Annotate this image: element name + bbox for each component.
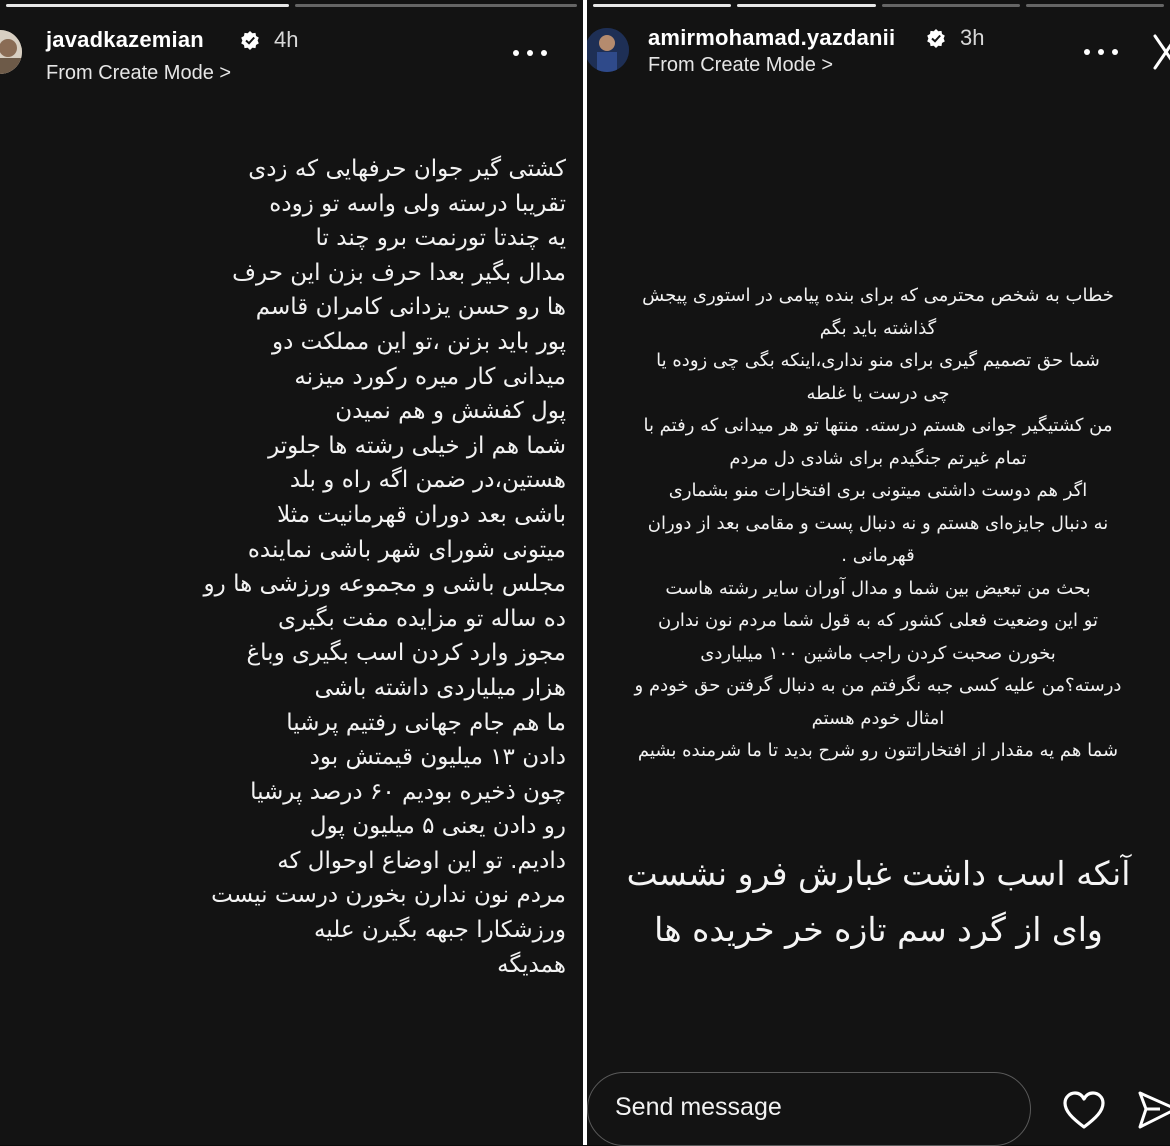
story-text-line: تقریبا درسته ولی واسه تو زوده [269, 190, 566, 217]
story-text-line: پور باید بزنن ،تو این مملکت دو [271, 328, 566, 355]
story-text-line: خطاب به شخص محترمی که برای بنده پیامی در استوری پیجش [642, 285, 1114, 306]
left-story-panel [0, 0, 583, 1145]
story-text-body [589, 280, 1167, 768]
more-options-icon[interactable] [513, 48, 547, 58]
story-text-line: تمام غیرتم جنگیدم برای شادی دل مردم [729, 447, 1027, 469]
poem-line: آنکه اسب داشت غبارش فرو نشست [626, 854, 1131, 893]
story-time: 4h [274, 27, 299, 52]
story-text-line: ورزشکارا جبهه بگیرن علیه [313, 917, 566, 944]
story-text-line: مدال بگیر بعدا حرف بزن این حرف [232, 259, 566, 286]
verified-badge-icon [240, 30, 260, 50]
story-text-line: مردم نون ندارن بخورن درست نیست [211, 882, 566, 909]
more-options-icon[interactable] [1084, 47, 1118, 57]
story-text-line: قهرمانی . [841, 545, 915, 566]
story-text-line: بخورن صحبت کردن راجب ماشین ۱۰۰ میلیاردی [700, 642, 1056, 664]
send-message-placeholder: Send message [615, 1093, 782, 1121]
verified-badge-icon [926, 28, 946, 48]
create-mode-link[interactable]: From Create Mode > [648, 54, 834, 76]
story-text-line: رو دادن یعنی ۵ میلیون پول [309, 813, 566, 840]
progress-segment [6, 4, 289, 7]
avatar[interactable] [587, 28, 629, 72]
story-text-line: بحث من تبعیض بین شما و مدال آوران سایر رشته هاست [665, 577, 1091, 599]
avatar-image [587, 28, 629, 72]
story-text-line: من کشتیگیر جوانی هستم درسته. منتها تو هر میدانی که رفتم با [643, 415, 1113, 436]
story-text-line: دادن ۱۳ میلیون قیمتش بود [309, 744, 566, 771]
story-time: 3h [960, 25, 985, 50]
story-username[interactable]: javadkazemian [46, 27, 204, 52]
story-text-line: میتونی شورای شهر باشی نماینده [247, 536, 566, 563]
close-icon[interactable] [1153, 32, 1170, 72]
story-text-line: میدانی کار میره رکورد میزنه [294, 363, 566, 390]
story-text-line: مجوز وارد کردن اسب بگیری وباغ [246, 640, 566, 667]
story-text-body [18, 152, 566, 982]
story-text-line: تو این وضعیت فعلی کشور که به قول شما مردم نون ندارن [657, 610, 1099, 631]
story-text-line: شما هم از خیلی رشته ها جلوتر [268, 432, 566, 459]
progress-segment [882, 4, 1020, 7]
story-text-line: دادیم. تو این اوضاع اوحوال که [277, 847, 566, 874]
story-text-line: هستین،در ضمن اگه راه و بلد [289, 467, 566, 494]
progress-segment [737, 4, 875, 7]
story-text-line: چی درست یا غلطه [806, 382, 950, 404]
right-story-panel [587, 0, 1170, 1145]
avatar-image [0, 30, 22, 74]
story-progress-bar [0, 4, 583, 7]
send-message-input[interactable] [587, 1072, 1031, 1146]
story-text-line: هزار میلیاردی داشته باشی [314, 674, 566, 701]
avatar[interactable] [0, 30, 22, 74]
send-icon[interactable] [1136, 1089, 1170, 1133]
story-text-line: گذاشته باید بگم [819, 317, 937, 339]
progress-segment [1026, 4, 1164, 7]
story-text-line: باشی بعد دوران قهرمانیت مثلا [277, 501, 566, 528]
story-text-line: درسته؟من علیه کسی جبه نگرفتم من به دنبال گرفتن حق خودم و [634, 675, 1122, 696]
story-text-line: امثال خودم هستم [811, 707, 945, 729]
story-text-line: پول کفشش و هم نمیدن [335, 398, 566, 425]
story-text-line: نه دنبال جایزه‌ای هستم و نه دنبال پست و مقامی بعد از دوران [647, 512, 1109, 534]
story-text-line: شما هم یه مقدار از افتخاراتتون رو شرح بدید تا ما شرمنده بشیم [637, 740, 1119, 761]
heart-icon[interactable] [1062, 1090, 1106, 1130]
story-text-line: یه چندتا تورنمت برو چند تا [315, 225, 566, 252]
progress-segment [295, 4, 578, 7]
progress-segment [593, 4, 731, 7]
create-mode-link[interactable]: From Create Mode > [46, 62, 232, 84]
poem-line: وای از گرد سم تازه خر خریده ها [654, 910, 1103, 949]
story-text-line: کشتی گیر جوان حرفهایی که زدی [248, 156, 566, 182]
story-text-line: چون ذخیره بودیم ۶۰ درصد پرشیا [250, 778, 566, 805]
story-text-line: اگر هم دوست داشتی میتونی بری افتخارات منو بشماری [668, 480, 1088, 501]
story-text-line: ما هم جام جهانی رفتیم پرشیا [286, 709, 566, 736]
story-text-line: شما حق تصمیم گیری برای منو نداری،اینکه بگی چی زوده یا [656, 350, 1100, 371]
story-progress-bar [587, 4, 1170, 7]
story-username[interactable]: amirmohamad.yazdanii [648, 25, 896, 50]
story-text-line: ده ساله تو مزایده مفت بگیری [278, 605, 566, 632]
story-text-line: همدیگه [497, 951, 566, 978]
story-text-line: مجلس باشی و مجموعه ورزشی ها رو [203, 571, 566, 598]
story-text-line: ها رو حسن یزدانی کامران قاسم [255, 294, 566, 321]
story-poem [587, 846, 1170, 958]
